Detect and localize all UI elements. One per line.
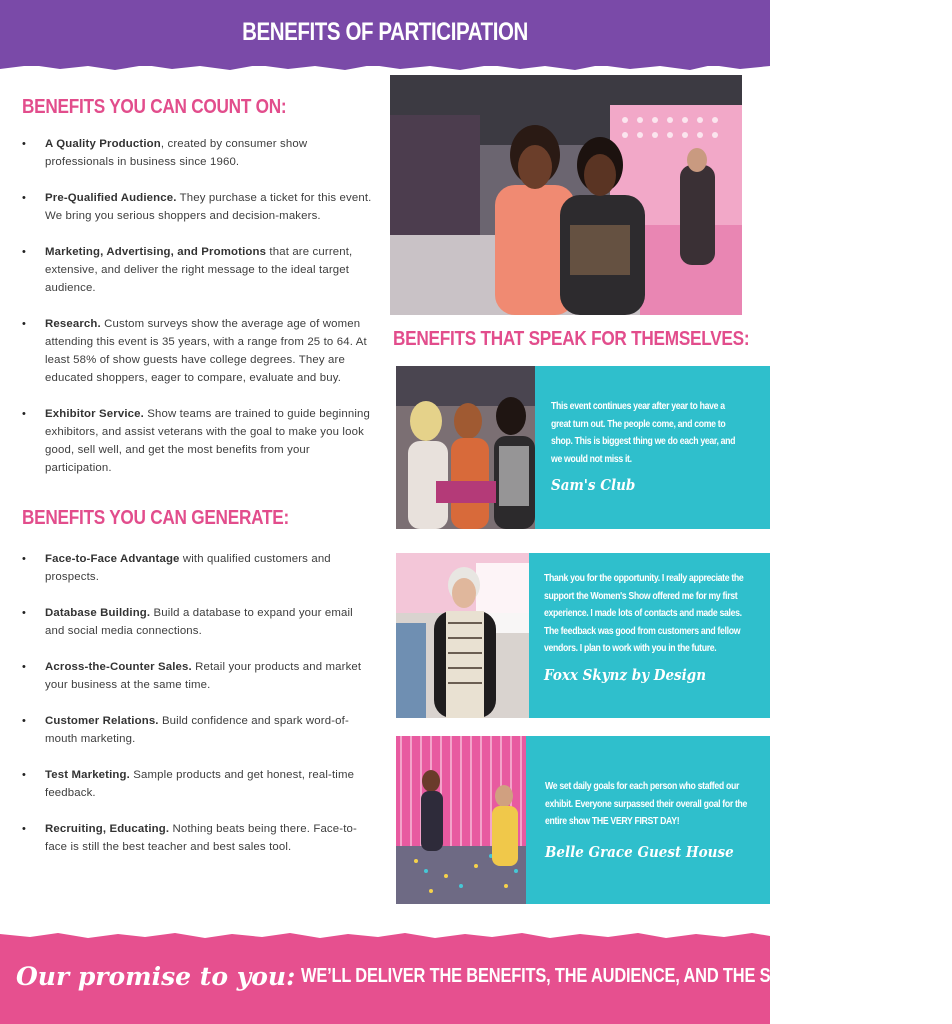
header-torn-edge [0,60,770,72]
testimonial-card-3 [526,736,770,904]
list-item: • Test Marketing. Sample products and get honest, real-time feedback. [22,766,372,802]
list-item: • Exhibitor Service. Show teams are trained to guide beginning exhibitors, and assist veterans with the goal to make you look good, sell well, and get the most benefits from your participation. [22,405,372,477]
left-column [22,96,372,856]
testimonial-author: Belle Grace Guest House [545,842,734,861]
testimonial-photo-2 [396,553,529,718]
list-item: • A Quality Production, created by consumer show professionals in business since 1960. [22,135,372,171]
list-item: • Pre-Qualified Audience. They purchase a ticket for this event. We bring you serious shoppers and decision-makers. [22,189,372,225]
page-title: BENEFITS OF PARTICIPATION [242,18,528,46]
testimonial-card-2 [529,553,770,718]
list-item: • Across-the-Counter Sales. Retail your products and market your business at the same time. [22,658,372,694]
list-item: • Research. Custom surveys show the average age of women attending this event is 35 years, with a range from 25 to 64. At least 58% of show guests have college degrees. They are educated shoppers, eager to compare, evaluate and buy. [22,315,372,387]
list-item: • Customer Relations. Build confidence and spark word-of-mouth marketing. [22,712,372,748]
footer-promise [16,962,952,991]
testimonial-photo-3 [396,736,526,904]
testimonial-author: Sam's Club [551,476,636,494]
testimonial-quote: This event continues year after year to have a great turn out. The people come, and come to shop. This is biggest thing we do each year, and we would not miss it. [551,401,736,465]
promise-statement: WE’LL DELIVER THE BENEFITS, THE AUDIENCE, AND THE SERVICE. [301,965,835,987]
testimonial-card-1 [535,366,770,529]
list-item: • Database Building. Build a database to expand your email and social media connections. [22,604,372,640]
section-heading-generate: BENEFITS YOU CAN GENERATE: [22,507,289,529]
list-item: • Recruiting, Educating. Nothing beats being there. Face-to-face is still the best teacher and best sales tool. [22,820,372,856]
section-heading-speak: BENEFITS THAT SPEAK FOR THEMSELVES: [393,328,750,350]
testimonial-quote: Thank you for the opportunity. I really appreciate the support the Women's Show offered me for my first experience. I made lots of contacts and made sales. The feedback was good from customers and fellow vendors. I plan to work with you in the future. [544,573,744,654]
promise-script-text: Our promise to you: [16,962,296,991]
count-on-list [22,135,372,477]
hero-photo-show-attendees [390,75,742,315]
section-heading-count-on: BENEFITS YOU CAN COUNT ON: [22,96,287,118]
generate-list [22,550,372,856]
list-item: • Face-to-Face Advantage with qualified customers and prospects. [22,550,372,586]
list-item: • Marketing, Advertising, and Promotions that are current, extensive, and deliver the right message to the ideal target audience. [22,243,372,297]
testimonial-photo-1 [396,366,535,529]
testimonial-quote: We set daily goals for each person who staffed our exhibit. Everyone surpassed their overall goal for the entire show THE VERY FIRST DAY! [545,781,748,827]
testimonial-author: Foxx Skynz by Design [544,665,707,684]
